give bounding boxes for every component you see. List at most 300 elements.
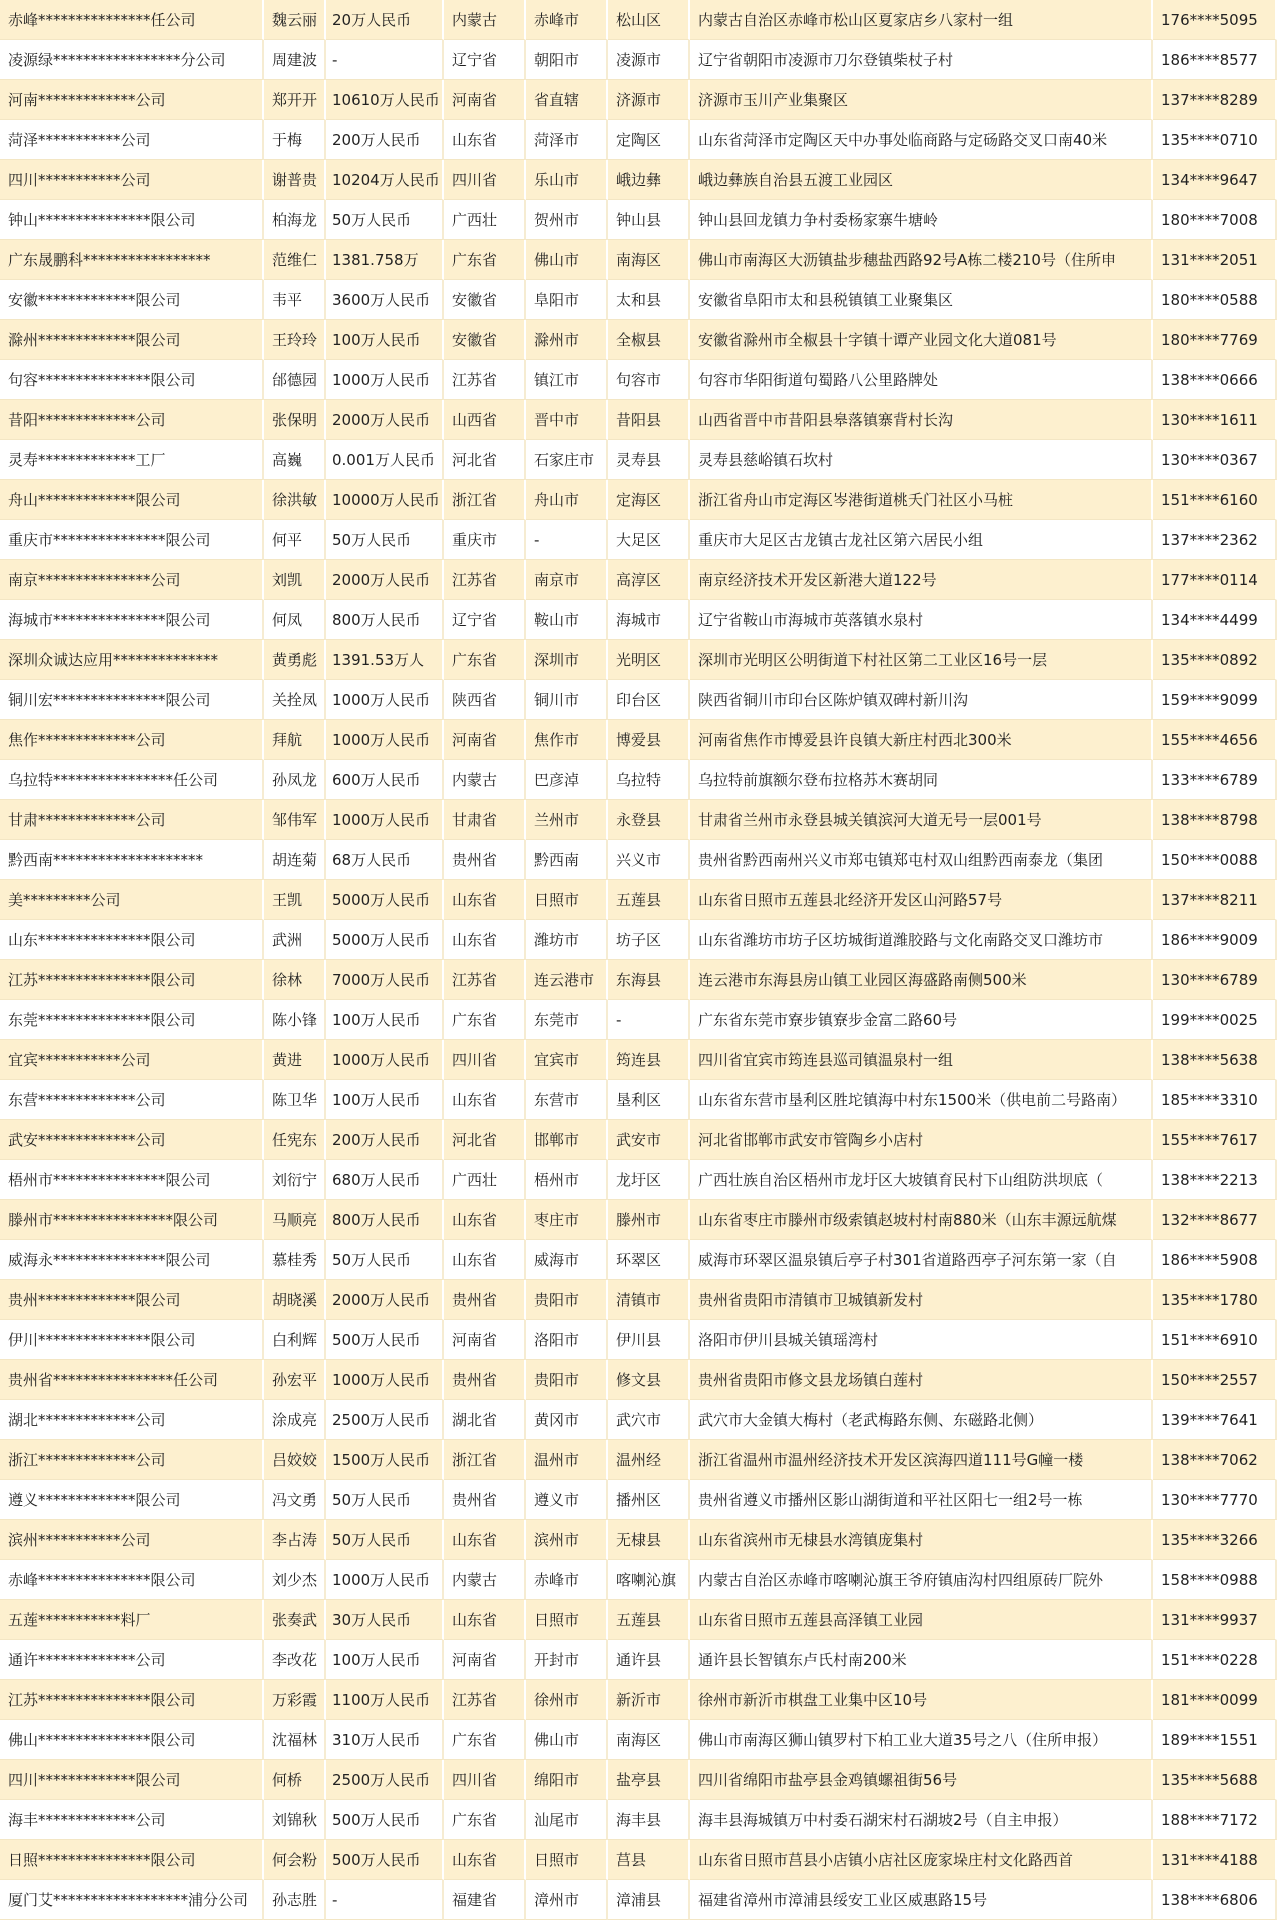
address-cell: 广西壮族自治区梧州市龙圩区大坡镇育民村下山组防洪坝底（ (690, 1160, 1153, 1200)
table-row (0, 560, 1277, 600)
city-cell: 深圳市 (526, 640, 608, 680)
district-cell: 东海县 (608, 960, 690, 1000)
address-cell: 福建省漳州市漳浦县绥安工业区威惠路15号 (690, 1880, 1153, 1920)
district-cell: 垦利区 (608, 1080, 690, 1120)
legal-person-cell: 吕姣姣 (264, 1440, 326, 1480)
district-cell: 喀喇沁旗 (608, 1560, 690, 1600)
district-cell: 滕州市 (608, 1200, 690, 1240)
company-name-cell: 宜宾***********公司 (0, 1040, 264, 1080)
registered-capital-cell: 7000万人民币 (326, 960, 444, 1000)
table-row (0, 1680, 1277, 1720)
city-cell: 徐州市 (526, 1680, 608, 1720)
phone-cell: 151****6910 (1153, 1320, 1277, 1360)
district-cell: 筠连县 (608, 1040, 690, 1080)
phone-cell: 132****8677 (1153, 1200, 1277, 1240)
registered-capital-cell: 500万人民币 (326, 1320, 444, 1360)
province-cell: 贵州省 (444, 1480, 526, 1520)
address-cell: 内蒙古自治区赤峰市松山区夏家店乡八家村一组 (690, 0, 1153, 40)
phone-cell: 151****0228 (1153, 1640, 1277, 1680)
table-row (0, 1040, 1277, 1080)
legal-person-cell: 魏云丽 (264, 0, 326, 40)
phone-cell: 186****8577 (1153, 40, 1277, 80)
table-row (0, 1200, 1277, 1240)
legal-person-cell: 马顺亮 (264, 1200, 326, 1240)
city-cell: - (526, 520, 608, 560)
address-cell: 徐州市新沂市棋盘工业集中区10号 (690, 1680, 1153, 1720)
phone-cell: 155****4656 (1153, 720, 1277, 760)
address-cell: 山东省滨州市无棣县水湾镇庞集村 (690, 1520, 1153, 1560)
city-cell: 鞍山市 (526, 600, 608, 640)
table-row (0, 1120, 1277, 1160)
address-cell: 辽宁省鞍山市海城市英落镇水泉村 (690, 600, 1153, 640)
registered-capital-cell: 500万人民币 (326, 1840, 444, 1880)
table-row (0, 280, 1277, 320)
district-cell: 新沂市 (608, 1680, 690, 1720)
city-cell: 日照市 (526, 1840, 608, 1880)
district-cell: 博爱县 (608, 720, 690, 760)
city-cell: 石家庄市 (526, 440, 608, 480)
company-name-cell: 滕州市****************限公司 (0, 1200, 264, 1240)
province-cell: 辽宁省 (444, 600, 526, 640)
company-name-cell: 灵寿*************工厂 (0, 440, 264, 480)
table-row (0, 1360, 1277, 1400)
table-row (0, 440, 1277, 480)
province-cell: 广东省 (444, 1000, 526, 1040)
company-name-cell: 乌拉特****************任公司 (0, 760, 264, 800)
company-name-cell: 五莲***********料厂 (0, 1600, 264, 1640)
legal-person-cell: 范维仁 (264, 240, 326, 280)
address-cell: 句容市华阳街道句蜀路八公里路牌处 (690, 360, 1153, 400)
phone-cell: 177****0114 (1153, 560, 1277, 600)
province-cell: 河北省 (444, 440, 526, 480)
legal-person-cell: 涂成亮 (264, 1400, 326, 1440)
district-cell: 环翠区 (608, 1240, 690, 1280)
table-row (0, 1240, 1277, 1280)
table-row (0, 1560, 1277, 1600)
company-name-cell: 东营*************公司 (0, 1080, 264, 1120)
table-row (0, 200, 1277, 240)
registered-capital-cell: 100万人民币 (326, 1080, 444, 1120)
district-cell: 太和县 (608, 280, 690, 320)
city-cell: 菏泽市 (526, 120, 608, 160)
registered-capital-cell: 2000万人民币 (326, 560, 444, 600)
table-row (0, 520, 1277, 560)
registered-capital-cell: 1391.53万人 (326, 640, 444, 680)
phone-cell: 138****6806 (1153, 1880, 1277, 1920)
company-name-cell: 湖北*************公司 (0, 1400, 264, 1440)
province-cell: 山东省 (444, 880, 526, 920)
district-cell: 漳浦县 (608, 1880, 690, 1920)
legal-person-cell: 黄勇彪 (264, 640, 326, 680)
city-cell: 焦作市 (526, 720, 608, 760)
phone-cell: 137****8289 (1153, 80, 1277, 120)
table-row (0, 240, 1277, 280)
province-cell: 广东省 (444, 1720, 526, 1760)
address-cell: 灵寿县慈峪镇石坎村 (690, 440, 1153, 480)
table-row (0, 1720, 1277, 1760)
district-cell: 南海区 (608, 240, 690, 280)
province-cell: 江苏省 (444, 360, 526, 400)
company-name-cell: 日照***************限公司 (0, 1840, 264, 1880)
company-name-cell: 广东晟鹏科***************** (0, 240, 264, 280)
address-cell: 威海市环翠区温泉镇后亭子村301省道路西亭子河东第一家（自 (690, 1240, 1153, 1280)
table-row (0, 880, 1277, 920)
table-row (0, 160, 1277, 200)
district-cell: 盐亭县 (608, 1760, 690, 1800)
phone-cell: 131****4188 (1153, 1840, 1277, 1880)
province-cell: 山东省 (444, 1840, 526, 1880)
district-cell: 定海区 (608, 480, 690, 520)
district-cell: 伊川县 (608, 1320, 690, 1360)
phone-cell: 155****7617 (1153, 1120, 1277, 1160)
phone-cell: 138****0666 (1153, 360, 1277, 400)
table-row (0, 0, 1277, 40)
district-cell: - (608, 1000, 690, 1040)
legal-person-cell: 黄进 (264, 1040, 326, 1080)
city-cell: 滨州市 (526, 1520, 608, 1560)
address-cell: 乌拉特前旗额尔登布拉格苏木赛胡同 (690, 760, 1153, 800)
company-name-cell: 江苏***************限公司 (0, 1680, 264, 1720)
registered-capital-cell: 1500万人民币 (326, 1440, 444, 1480)
table-row (0, 1760, 1277, 1800)
legal-person-cell: 刘凯 (264, 560, 326, 600)
province-cell: 四川省 (444, 160, 526, 200)
company-name-cell: 四川*************限公司 (0, 1760, 264, 1800)
registered-capital-cell: 5000万人民币 (326, 880, 444, 920)
district-cell: 通许县 (608, 1640, 690, 1680)
province-cell: 河南省 (444, 1640, 526, 1680)
legal-person-cell: 于梅 (264, 120, 326, 160)
legal-person-cell: 白利辉 (264, 1320, 326, 1360)
registered-capital-cell: 100万人民币 (326, 320, 444, 360)
table-row (0, 400, 1277, 440)
address-cell: 洛阳市伊川县城关镇瑶湾村 (690, 1320, 1153, 1360)
legal-person-cell: 刘衍宁 (264, 1160, 326, 1200)
table-row (0, 1280, 1277, 1320)
province-cell: 山东省 (444, 1080, 526, 1120)
legal-person-cell: 张奏武 (264, 1600, 326, 1640)
province-cell: 河南省 (444, 1320, 526, 1360)
district-cell: 龙圩区 (608, 1160, 690, 1200)
legal-person-cell: 邰德园 (264, 360, 326, 400)
address-cell: 陕西省铜川市印台区陈炉镇双碑村新川沟 (690, 680, 1153, 720)
phone-cell: 135****5688 (1153, 1760, 1277, 1800)
registered-capital-cell: 1000万人民币 (326, 720, 444, 760)
legal-person-cell: 张保明 (264, 400, 326, 440)
registered-capital-cell: 0.001万人民币 (326, 440, 444, 480)
registered-capital-cell: 600万人民币 (326, 760, 444, 800)
registered-capital-cell: 10610万人民币 (326, 80, 444, 120)
company-name-cell: 黔西南******************** (0, 840, 264, 880)
table-row (0, 840, 1277, 880)
city-cell: 兰州市 (526, 800, 608, 840)
registered-capital-cell: - (326, 40, 444, 80)
province-cell: 内蒙古 (444, 0, 526, 40)
province-cell: 浙江省 (444, 480, 526, 520)
table-row (0, 1480, 1277, 1520)
company-name-cell: 赤峰***************任公司 (0, 0, 264, 40)
phone-cell: 137****2362 (1153, 520, 1277, 560)
registered-capital-cell: 1000万人民币 (326, 1560, 444, 1600)
city-cell: 枣庄市 (526, 1200, 608, 1240)
province-cell: 山西省 (444, 400, 526, 440)
province-cell: 山东省 (444, 1200, 526, 1240)
table-row (0, 1000, 1277, 1040)
district-cell: 灵寿县 (608, 440, 690, 480)
company-name-cell: 凌源绿*****************分公司 (0, 40, 264, 80)
registered-capital-cell: 20万人民币 (326, 0, 444, 40)
city-cell: 滁州市 (526, 320, 608, 360)
company-name-cell: 佛山***************限公司 (0, 1720, 264, 1760)
company-name-cell: 滁州*************限公司 (0, 320, 264, 360)
registered-capital-cell: 680万人民币 (326, 1160, 444, 1200)
registered-capital-cell: 1000万人民币 (326, 360, 444, 400)
district-cell: 全椒县 (608, 320, 690, 360)
city-cell: 南京市 (526, 560, 608, 600)
city-cell: 镇江市 (526, 360, 608, 400)
registered-capital-cell: 10000万人民币 (326, 480, 444, 520)
company-name-cell: 深圳众诚达应用************** (0, 640, 264, 680)
registered-capital-cell: 100万人民币 (326, 1000, 444, 1040)
district-cell: 五莲县 (608, 880, 690, 920)
company-name-cell: 美*********公司 (0, 880, 264, 920)
legal-person-cell: 刘少杰 (264, 1560, 326, 1600)
phone-cell: 135****3266 (1153, 1520, 1277, 1560)
city-cell: 黄冈市 (526, 1400, 608, 1440)
registered-capital-cell: 200万人民币 (326, 1120, 444, 1160)
registered-capital-cell: 1381.758万 (326, 240, 444, 280)
province-cell: 辽宁省 (444, 40, 526, 80)
company-name-cell: 东莞***************限公司 (0, 1000, 264, 1040)
legal-person-cell: 周建波 (264, 40, 326, 80)
city-cell: 朝阳市 (526, 40, 608, 80)
legal-person-cell: 陈小锋 (264, 1000, 326, 1040)
district-cell: 海丰县 (608, 1800, 690, 1840)
company-name-cell: 通许*************公司 (0, 1640, 264, 1680)
province-cell: 河南省 (444, 80, 526, 120)
address-cell: 济源市玉川产业集聚区 (690, 80, 1153, 120)
legal-person-cell: 王玲玲 (264, 320, 326, 360)
company-name-cell: 滨州***********公司 (0, 1520, 264, 1560)
table-row (0, 920, 1277, 960)
district-cell: 永登县 (608, 800, 690, 840)
province-cell: 甘肃省 (444, 800, 526, 840)
legal-person-cell: 陈卫华 (264, 1080, 326, 1120)
legal-person-cell: 郑开开 (264, 80, 326, 120)
registered-capital-cell: 68万人民币 (326, 840, 444, 880)
address-cell: 山东省枣庄市滕州市级索镇赵坡村村南880米（山东丰源远航煤 (690, 1200, 1153, 1240)
city-cell: 佛山市 (526, 1720, 608, 1760)
company-name-cell: 浙江*************公司 (0, 1440, 264, 1480)
company-name-cell: 山东***************限公司 (0, 920, 264, 960)
registered-capital-cell: 800万人民币 (326, 600, 444, 640)
table-row (0, 600, 1277, 640)
city-cell: 漳州市 (526, 1880, 608, 1920)
company-name-cell: 梧州市***************限公司 (0, 1160, 264, 1200)
province-cell: 贵州省 (444, 1360, 526, 1400)
city-cell: 巴彦淖 (526, 760, 608, 800)
city-cell: 洛阳市 (526, 1320, 608, 1360)
address-cell: 贵州省贵阳市修文县龙场镇白莲村 (690, 1360, 1153, 1400)
province-cell: 内蒙古 (444, 1560, 526, 1600)
address-cell: 深圳市光明区公明街道下村社区第二工业区16号一层 (690, 640, 1153, 680)
city-cell: 开封市 (526, 1640, 608, 1680)
district-cell: 五莲县 (608, 1600, 690, 1640)
address-cell: 山东省菏泽市定陶区天中办事处临商路与定砀路交叉口南40米 (690, 120, 1153, 160)
legal-person-cell: 武洲 (264, 920, 326, 960)
phone-cell: 137****8211 (1153, 880, 1277, 920)
phone-cell: 138****5638 (1153, 1040, 1277, 1080)
registered-capital-cell: 1000万人民币 (326, 680, 444, 720)
address-cell: 山东省日照市莒县小店镇小店社区庞家垛庄村文化路西首 (690, 1840, 1153, 1880)
table-row (0, 360, 1277, 400)
phone-cell: 130****6789 (1153, 960, 1277, 1000)
phone-cell: 150****0088 (1153, 840, 1277, 880)
address-cell: 贵州省遵义市播州区影山湖街道和平社区阳七一组2号一栋 (690, 1480, 1153, 1520)
phone-cell: 150****2557 (1153, 1360, 1277, 1400)
phone-cell: 135****1780 (1153, 1280, 1277, 1320)
company-name-cell: 厦门艾******************浦分公司 (0, 1880, 264, 1920)
company-name-cell: 赤峰***************限公司 (0, 1560, 264, 1600)
company-name-cell: 菏泽***********公司 (0, 120, 264, 160)
table-row (0, 1880, 1277, 1920)
province-cell: 江苏省 (444, 560, 526, 600)
phone-cell: 130****0367 (1153, 440, 1277, 480)
province-cell: 山东省 (444, 1240, 526, 1280)
registered-capital-cell: 1100万人民币 (326, 1680, 444, 1720)
company-name-cell: 海丰*************公司 (0, 1800, 264, 1840)
city-cell: 东营市 (526, 1080, 608, 1120)
city-cell: 黔西南 (526, 840, 608, 880)
address-cell: 海丰县海城镇万中村委石湖宋村石湖坡2号（自主申报） (690, 1800, 1153, 1840)
phone-cell: 180****0588 (1153, 280, 1277, 320)
address-cell: 山东省潍坊市坊子区坊城街道潍胶路与文化南路交叉口潍坊市 (690, 920, 1153, 960)
table-row (0, 1160, 1277, 1200)
company-name-cell: 海城市***************限公司 (0, 600, 264, 640)
registered-capital-cell: 50万人民币 (326, 1480, 444, 1520)
city-cell: 铜川市 (526, 680, 608, 720)
company-name-cell: 伊川***************限公司 (0, 1320, 264, 1360)
province-cell: 山东省 (444, 920, 526, 960)
district-cell: 武穴市 (608, 1400, 690, 1440)
registered-capital-cell: 1000万人民币 (326, 1040, 444, 1080)
company-name-cell: 铜川宏***************限公司 (0, 680, 264, 720)
registered-capital-cell: - (326, 1880, 444, 1920)
address-cell: 河北省邯郸市武安市管陶乡小店村 (690, 1120, 1153, 1160)
legal-person-cell: 韦平 (264, 280, 326, 320)
city-cell: 宜宾市 (526, 1040, 608, 1080)
city-cell: 连云港市 (526, 960, 608, 1000)
legal-person-cell: 关拴凤 (264, 680, 326, 720)
district-cell: 清镇市 (608, 1280, 690, 1320)
legal-person-cell: 万彩霞 (264, 1680, 326, 1720)
address-cell: 浙江省温州市温州经济技术开发区滨海四道111号G幢一楼 (690, 1440, 1153, 1480)
address-cell: 连云港市东海县房山镇工业园区海盛路南侧500米 (690, 960, 1153, 1000)
company-name-cell: 贵州*************限公司 (0, 1280, 264, 1320)
table-row (0, 760, 1277, 800)
address-cell: 南京经济技术开发区新港大道122号 (690, 560, 1153, 600)
province-cell: 江苏省 (444, 1680, 526, 1720)
registered-capital-cell: 5000万人民币 (326, 920, 444, 960)
table-row (0, 80, 1277, 120)
city-cell: 贵阳市 (526, 1280, 608, 1320)
address-cell: 贵州省贵阳市清镇市卫城镇新发村 (690, 1280, 1153, 1320)
phone-cell: 135****0892 (1153, 640, 1277, 680)
phone-cell: 139****7641 (1153, 1400, 1277, 1440)
province-cell: 广东省 (444, 240, 526, 280)
company-name-cell: 武安*************公司 (0, 1120, 264, 1160)
district-cell: 大足区 (608, 520, 690, 560)
province-cell: 贵州省 (444, 840, 526, 880)
legal-person-cell: 何平 (264, 520, 326, 560)
province-cell: 四川省 (444, 1040, 526, 1080)
address-cell: 河南省焦作市博爱县许良镇大新庄村西北300米 (690, 720, 1153, 760)
company-name-cell: 贵州省****************任公司 (0, 1360, 264, 1400)
company-name-cell: 句容***************限公司 (0, 360, 264, 400)
city-cell: 遵义市 (526, 1480, 608, 1520)
district-cell: 无棣县 (608, 1520, 690, 1560)
legal-person-cell: 何桥 (264, 1760, 326, 1800)
phone-cell: 134****4499 (1153, 600, 1277, 640)
province-cell: 陕西省 (444, 680, 526, 720)
province-cell: 安徽省 (444, 320, 526, 360)
province-cell: 江苏省 (444, 960, 526, 1000)
registered-capital-cell: 50万人民币 (326, 520, 444, 560)
address-cell: 重庆市大足区古龙镇古龙社区第六居民小组 (690, 520, 1153, 560)
province-cell: 湖北省 (444, 1400, 526, 1440)
legal-person-cell: 冯文勇 (264, 1480, 326, 1520)
legal-person-cell: 拜航 (264, 720, 326, 760)
province-cell: 福建省 (444, 1880, 526, 1920)
company-name-cell: 威海永***************限公司 (0, 1240, 264, 1280)
address-cell: 贵州省黔西南州兴义市郑屯镇郑屯村双山组黔西南泰龙（集团 (690, 840, 1153, 880)
table-row (0, 680, 1277, 720)
district-cell: 武安市 (608, 1120, 690, 1160)
city-cell: 日照市 (526, 880, 608, 920)
province-cell: 广东省 (444, 640, 526, 680)
company-name-cell: 河南*************公司 (0, 80, 264, 120)
table-row (0, 1320, 1277, 1360)
legal-person-cell: 柏海龙 (264, 200, 326, 240)
legal-person-cell: 徐洪敏 (264, 480, 326, 520)
table-row (0, 1600, 1277, 1640)
phone-cell: 180****7008 (1153, 200, 1277, 240)
registered-capital-cell: 30万人民币 (326, 1600, 444, 1640)
table-row (0, 320, 1277, 360)
legal-person-cell: 胡晓溪 (264, 1280, 326, 1320)
phone-cell: 131****2051 (1153, 240, 1277, 280)
city-cell: 温州市 (526, 1440, 608, 1480)
registered-capital-cell: 50万人民币 (326, 1240, 444, 1280)
legal-person-cell: 沈福林 (264, 1720, 326, 1760)
legal-person-cell: 何会粉 (264, 1840, 326, 1880)
phone-cell: 135****0710 (1153, 120, 1277, 160)
company-name-cell: 昔阳*************公司 (0, 400, 264, 440)
table-row (0, 1400, 1277, 1440)
address-cell: 浙江省舟山市定海区岑港街道桃夭门社区小马桩 (690, 480, 1153, 520)
district-cell: 温州经 (608, 1440, 690, 1480)
legal-person-cell: 任宪东 (264, 1120, 326, 1160)
province-cell: 广西壮 (444, 200, 526, 240)
registered-capital-cell: 500万人民币 (326, 1800, 444, 1840)
address-cell: 内蒙古自治区赤峰市喀喇沁旗王爷府镇庙沟村四组原砖厂院外 (690, 1560, 1153, 1600)
district-cell: 坊子区 (608, 920, 690, 960)
address-cell: 佛山市南海区狮山镇罗村下柏工业大道35号之八（住所申报） (690, 1720, 1153, 1760)
phone-cell: 138****8798 (1153, 800, 1277, 840)
address-cell: 四川省宜宾市筠连县巡司镇温泉村一组 (690, 1040, 1153, 1080)
city-cell: 乐山市 (526, 160, 608, 200)
registered-capital-cell: 3600万人民币 (326, 280, 444, 320)
